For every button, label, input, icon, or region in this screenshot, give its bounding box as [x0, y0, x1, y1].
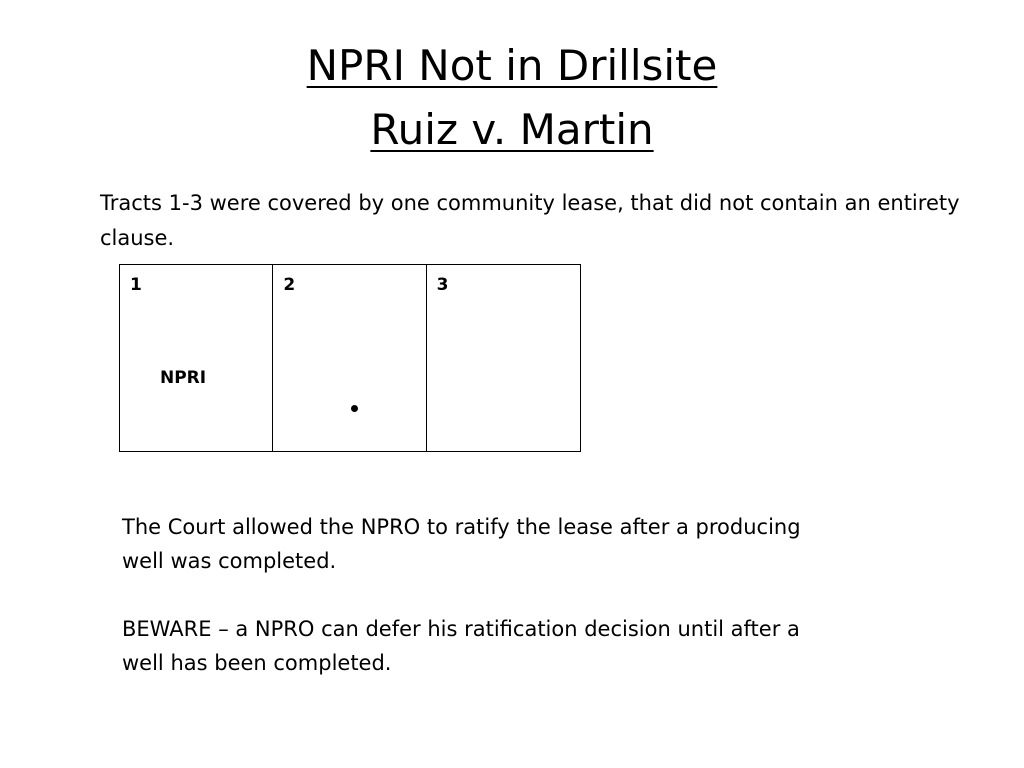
tract-2 — [273, 265, 426, 451]
tract-3-number: 3 — [436, 275, 449, 295]
title-line-1: NPRI Not in Drillsite — [306, 41, 718, 90]
npri-label: NPRI — [160, 368, 207, 388]
tract-diagram — [119, 264, 581, 452]
court-ruling-text: The Court allowed the NPRO to ratify the lease after a producing well was completed. — [122, 515, 801, 573]
tract-1-number: 1 — [130, 275, 142, 295]
title-line-2: Ruiz v. Martin — [370, 105, 654, 154]
slide-title — [0, 34, 1024, 162]
tract-3 — [427, 265, 580, 451]
beware-text: BEWARE – a NPRO can defer his ratification decision until after a well has been completed. — [122, 617, 800, 675]
tract-1 — [120, 265, 273, 451]
intro-text: Tracts 1-3 were covered by one community lease, that did not contain an entirety clause. — [100, 191, 960, 250]
well-dot-icon — [351, 405, 358, 412]
tract-2-number: 2 — [283, 275, 296, 295]
